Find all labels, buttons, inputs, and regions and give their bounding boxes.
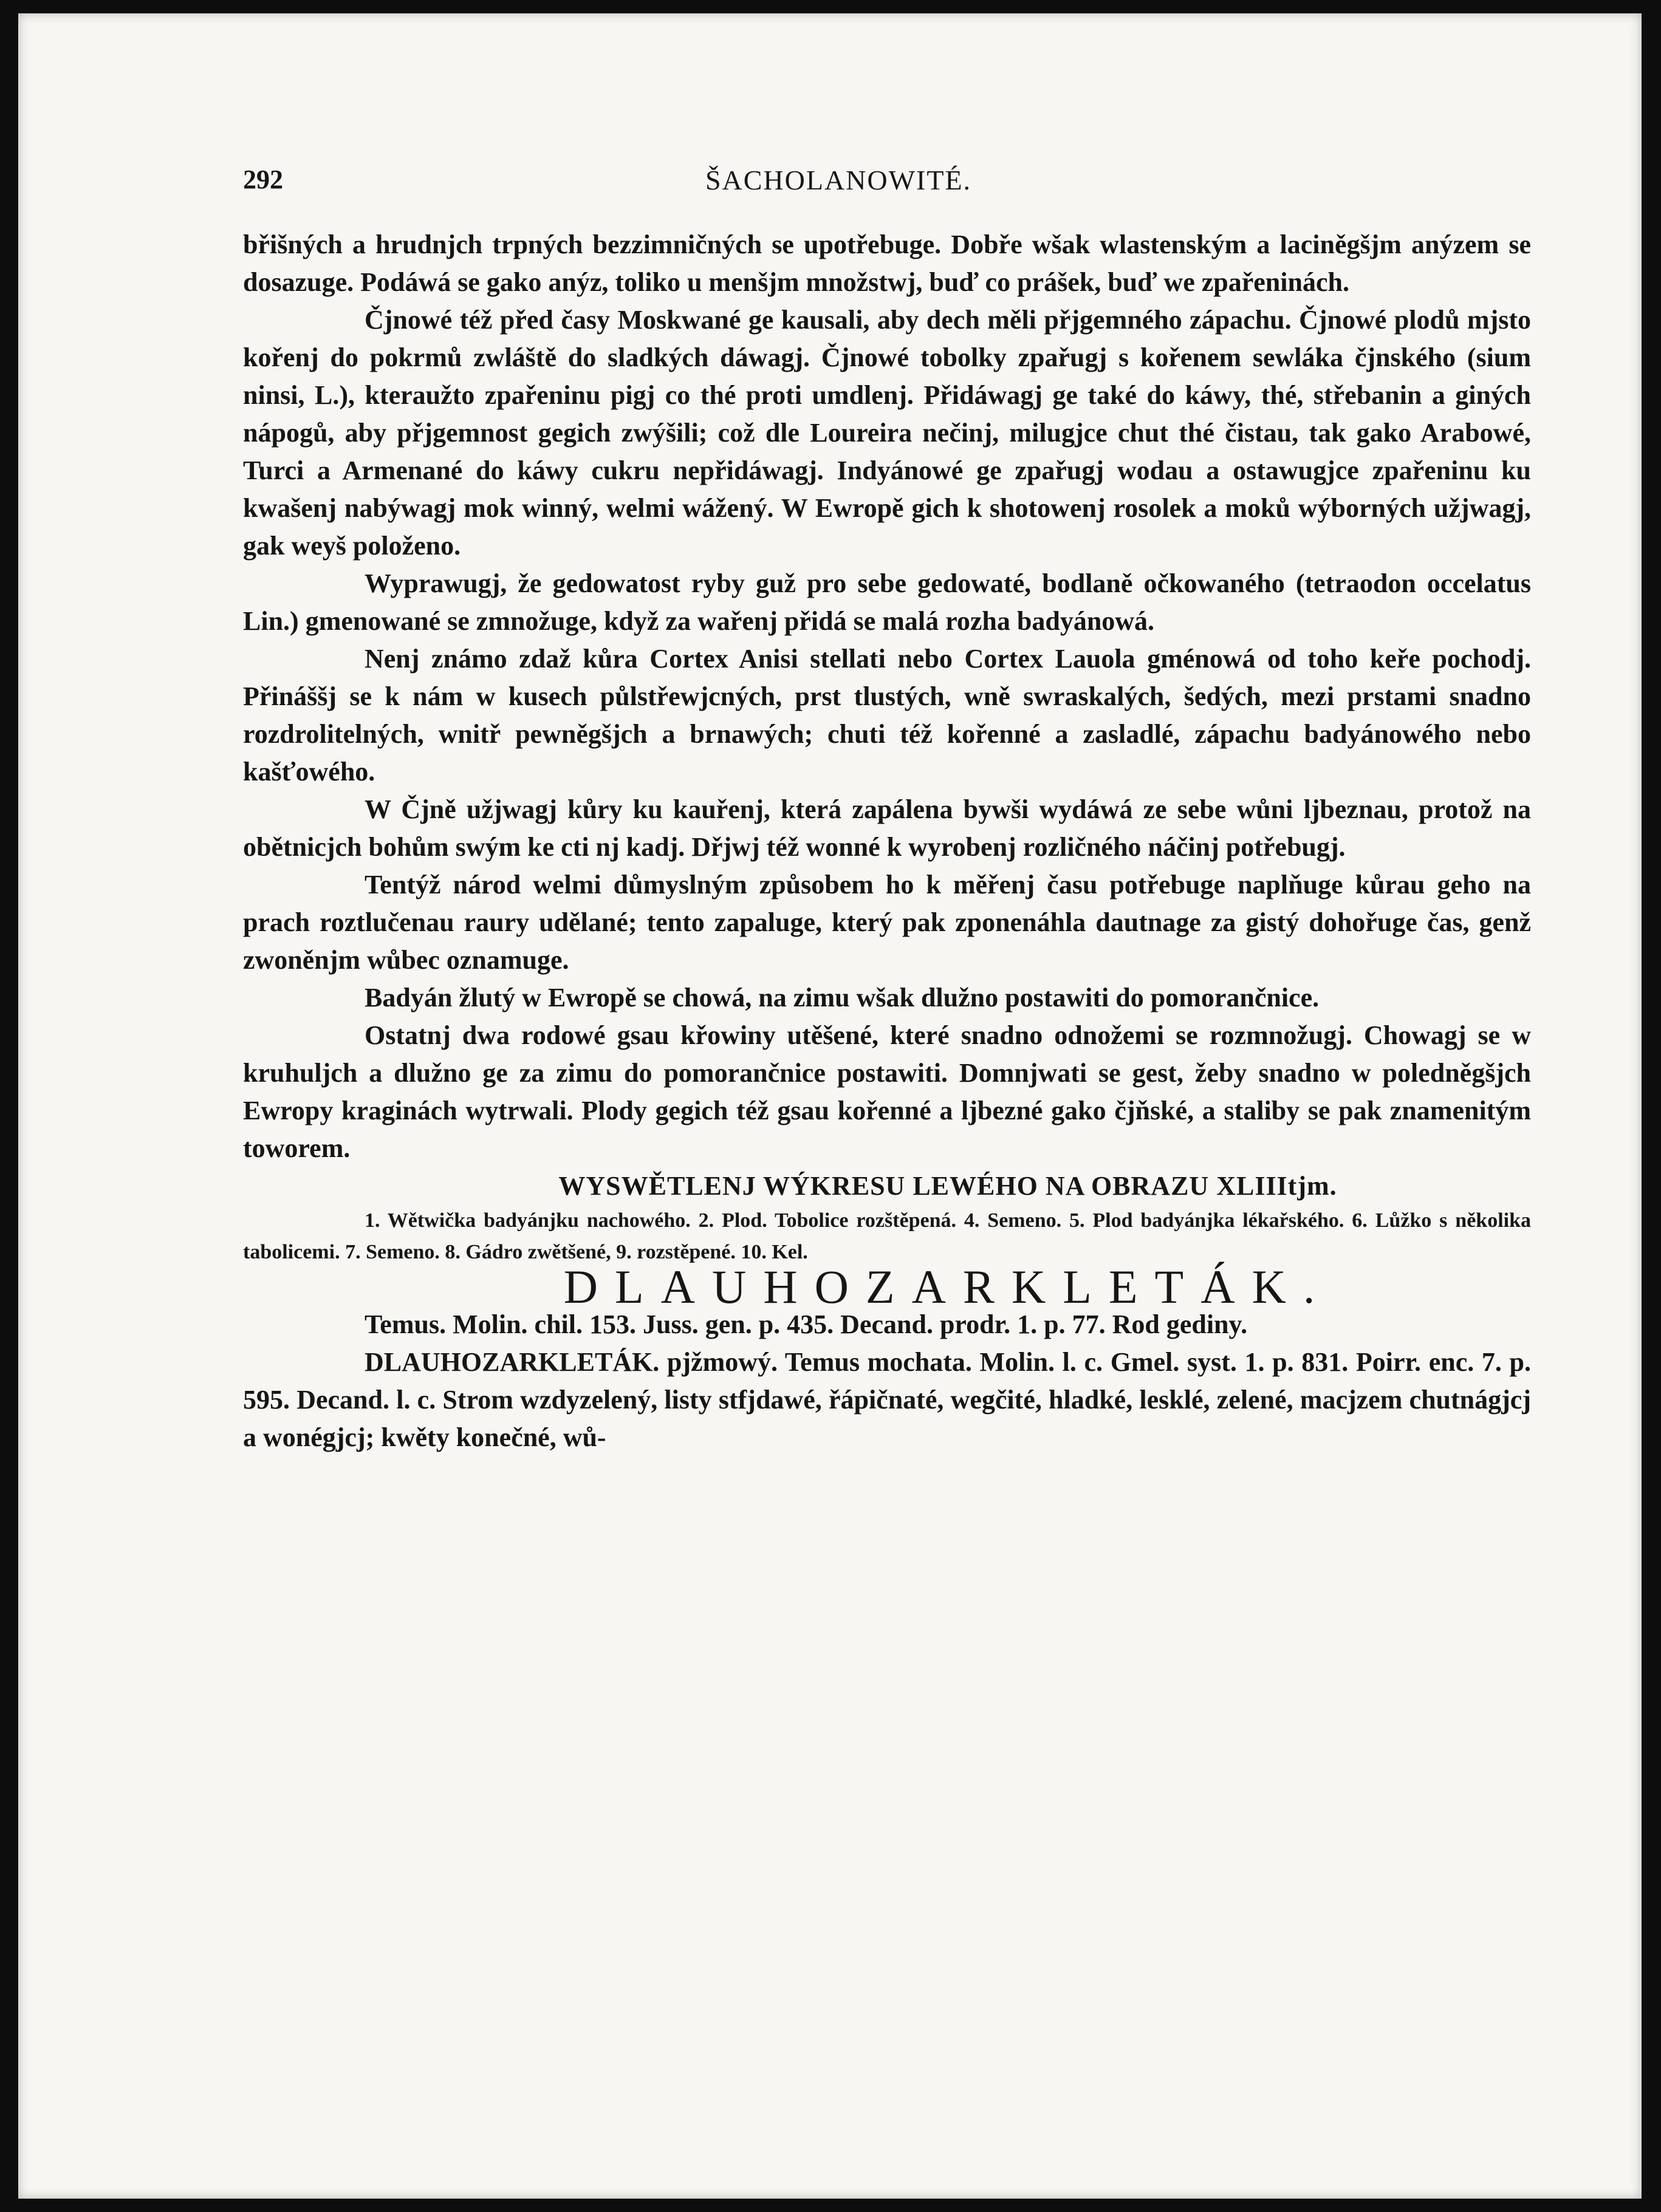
paragraph: Čjnowé též před časy Moskwané ge kausali, aby dech měli přjgemného zápachu. Čjnowé plodů mjsto kořenj do pokrmů zwláště do sladkých dáwagj. Čjnowé tobolky zpařugj s kořenem sewláka čjnského (sium ninsi, L.), kteraužto zpařeninu pigj co thé proti umdlenj. Přidáwagj ge také do káwy, thé, střebanin a giných nápogů, aby přjgemnost gegich zwýšili; což dle Loureira nečinj, milugjce chut thé čistau, tak gako Arabowé, Turci a Armenané do káwy cukru nepřidáwagj. Indyánowé ge zpařugj wodau a ostawugjce zpařeninu ku kwašenj nabýwagj mok winný, welmi wážený. W Ewropě gich k shotowenj rosolek a moků wýborných užjwagj, gak weyš položeno. [243, 305, 1531, 561]
paragraph: Wyprawugj, že gedowatost ryby guž pro sebe gedowaté, bodlaně očkowaného (tetraodon occelatus Lin.) gmenowané se zmnožuge, když za wařenj přidá se malá rozha badyánowá. [243, 568, 1531, 636]
page-header [243, 164, 1434, 213]
plate-explanation-title: WYSWĚTLENJ WÝKRESU LEWÉHO NA OBRAZU XLIIItjm. [558, 1171, 1337, 1201]
page-scan [18, 13, 1642, 2199]
paragraph: Badyán žlutý w Ewropě se chowá, na zimu wšak dlužno postawiti do pomorančnice. [365, 983, 1320, 1012]
running-head: ŠACHOLANOWITÉ. [705, 165, 972, 196]
page-number: 292 [243, 165, 283, 194]
species-description: DLAUHOZARKLETÁK. pjžmowý. Temus mochata. Molin. l. c. Gmel. syst. 1. p. 831. Poirr. enc. 7. p. 595. Decand. l. c. Strom wzdyzelený, listy stfjdawé, řápičnaté, wegčité, hladké, lesklé, zelené, macjzem chutnágjcj a wonégjcj; kwěty konečné, wů- [243, 1347, 1531, 1452]
paragraph: W Čjně užjwagj kůry ku kauřenj, která zapálena bywši wydáwá ze sebe wůni ljbeznau, protož na obětnicjch bohům swým ke cti nj kadj. Dřjwj též wonné k wyrobenj rozličného náčinj potřebugj. [243, 794, 1531, 862]
paragraph: Tentýž národ welmi důmyslným způsobem ho k měřenj času potřebuge naplňuge kůrau geho na prach roztlučenau raury udělané; tento zapaluge, který pak zponenáhla dautnage za gistý dohořuge čas, genž zwoněnjm wůbec oznamuge. [243, 870, 1531, 975]
body-text [243, 226, 1531, 1456]
genus-references: Temus. Molin. chil. 153. Juss. gen. p. 435. Decand. prodr. 1. p. 77. Rod gediny. [365, 1309, 1248, 1339]
plate-explanation-caption: 1. Wětwička badyánjku nachowého. 2. Plod. Tobolice rozštěpená. 4. Semeno. 5. Plod badyánjka lékařského. 6. Lůžko s několika tabolicemi. 7. Semeno. 8. Gádro zwětšené, 9. rozstěpené. 10. Kel. [243, 1209, 1531, 1263]
page-content [18, 13, 1642, 2199]
paragraph: Nenj známo zdaž kůra Cortex Anisi stellati nebo Cortex Lauola gménowá od toho keře pochodj. Přináššj se k nám w kusech půlstřewjcných, prst tlustých, wně swraskalých, šedých, mezi prstami snadno rozdrolitelných, wnitř pewněgšjch a brnawých; chuti též kořenné a zasladlé, zápachu badyánowého nebo kašťowého. [243, 644, 1531, 787]
paragraph: Ostatnj dwa rodowé gsau křowiny utěšené, které snadno odnožemi se rozmnožugj. Chowagj se w kruhuljch a dlužno ge za zimu do pomorančnice postawiti. Domnjwati se gest, žeby snadno w poledněgšjch Ewropy kraginách wytrwali. Plody gegich též gsau kořenné a ljbezné gako čjňské, a staliby se pak znamenitým toworem. [243, 1020, 1531, 1163]
genus-heading: DLAUHOZARKLETÁK. [563, 1260, 1332, 1313]
paragraph-continuation: břišných a hrudnjch trpných bezzimničných se upotřebuge. Dobře wšak wlastenským a laciněgšjm anýzem se dosazuge. Podáwá se gako anýz, toliko u menšjm množstwj, buď co prášek, buď we zpařeninách. [243, 230, 1531, 297]
